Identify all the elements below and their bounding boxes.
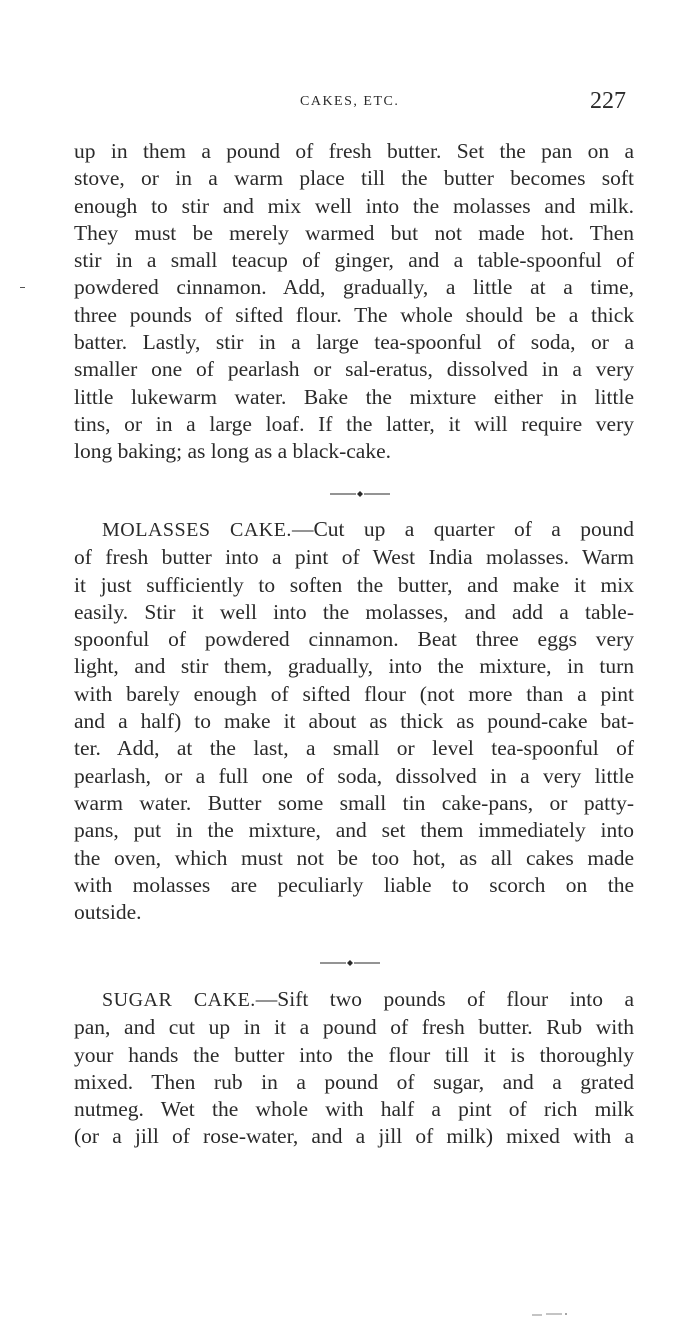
- recipe-title: SUGAR CAKE.: [102, 989, 256, 1011]
- recipe-first-line: [74, 986, 634, 1014]
- margin-mark: [20, 287, 25, 288]
- text-line: warm water. Butter some small tin cake-pans, or patty-: [74, 790, 634, 815]
- text-line: outside.: [74, 900, 142, 925]
- text-line: your hands the butter into the flour till it is thoroughly: [74, 1042, 634, 1067]
- text-line: nutmeg. Wet the whole with half a pint of rich milk: [74, 1097, 634, 1122]
- text-line: it just sufficiently to soften the butter, and make it mix: [74, 572, 634, 597]
- recipe-first-line: [74, 516, 634, 544]
- text-line: three pounds of sifted flour. The whole should be a thick: [74, 302, 634, 327]
- recipe-first-line-text: —Sift two pounds of flour into a: [255, 987, 634, 1011]
- text-line: of fresh butter into a pint of West India molasses. Warm: [74, 545, 634, 570]
- text-line: tins, or in a large loaf. If the latter, it will require very: [74, 411, 634, 436]
- text-line: stove, or in a warm place till the butter becomes soft: [74, 166, 634, 191]
- text-line: the oven, which must not be too hot, as all cakes made: [74, 845, 634, 870]
- text-line: pan, and cut up in it a pound of fresh butter. Rub with: [74, 1015, 634, 1040]
- text-line: and a half) to make it about as thick as pound-cake bat-: [74, 709, 634, 734]
- text-line: with molasses are peculiarly liable to scorch on the: [74, 872, 634, 897]
- text-line: batter. Lastly, stir in a large tea-spoonful of soda, or a: [74, 330, 634, 355]
- recipe-sugar-cake: [74, 986, 634, 1151]
- text-line: light, and stir them, gradually, into the mixture, in turn: [74, 654, 634, 679]
- text-line: spoonful of powdered cinnamon. Beat three eggs very: [74, 627, 634, 652]
- recipe-molasses-cake: [74, 516, 634, 926]
- recipe-title: MOLASSES CAKE.: [102, 519, 292, 541]
- text-line: ter. Add, at the last, a small or level tea-spoonful of: [74, 736, 634, 761]
- text-line: long baking; as long as a black-cake.: [74, 439, 392, 464]
- text-line: pans, put in the mixture, and set them immediately into: [74, 818, 634, 843]
- text-line: (or a jill of rose-water, and a jill of milk) mixed with a: [74, 1124, 634, 1149]
- text-line: They must be merely warmed but not made hot. Then: [74, 220, 634, 245]
- text-line: up in them a pound of fresh butter. Set the pan on a: [74, 139, 634, 163]
- recipe-first-line-text: —Cut up a quarter of a pound: [291, 517, 634, 541]
- text-line: stir in a small teacup of ginger, and a table-spoonful of: [74, 248, 634, 273]
- text-line: easily. Stir it well into the molasses, and add a table-: [74, 599, 634, 624]
- section-divider-ornament: [330, 490, 390, 498]
- text-line: enough to stir and mix well into the molasses and milk.: [74, 193, 634, 218]
- printer-mark: [532, 1304, 572, 1310]
- text-line: mixed. Then rub in a pound of sugar, and a grated: [74, 1069, 634, 1094]
- text-line: smaller one of pearlash or sal-eratus, dissolved in a very: [74, 357, 634, 382]
- paragraph-continued: [74, 138, 634, 466]
- section-divider-ornament: [320, 959, 380, 967]
- text-line: with barely enough of sifted flour (not more than a pint: [74, 681, 634, 706]
- text-line: powdered cinnamon. Add, gradually, a little at a time,: [74, 275, 634, 300]
- page-number: 227: [590, 88, 626, 114]
- running-head: CAKES, ETC.: [300, 94, 400, 109]
- text-line: pearlash, or a full one of soda, dissolved in a very little: [74, 763, 634, 788]
- text-line: little lukewarm water. Bake the mixture either in little: [74, 384, 634, 409]
